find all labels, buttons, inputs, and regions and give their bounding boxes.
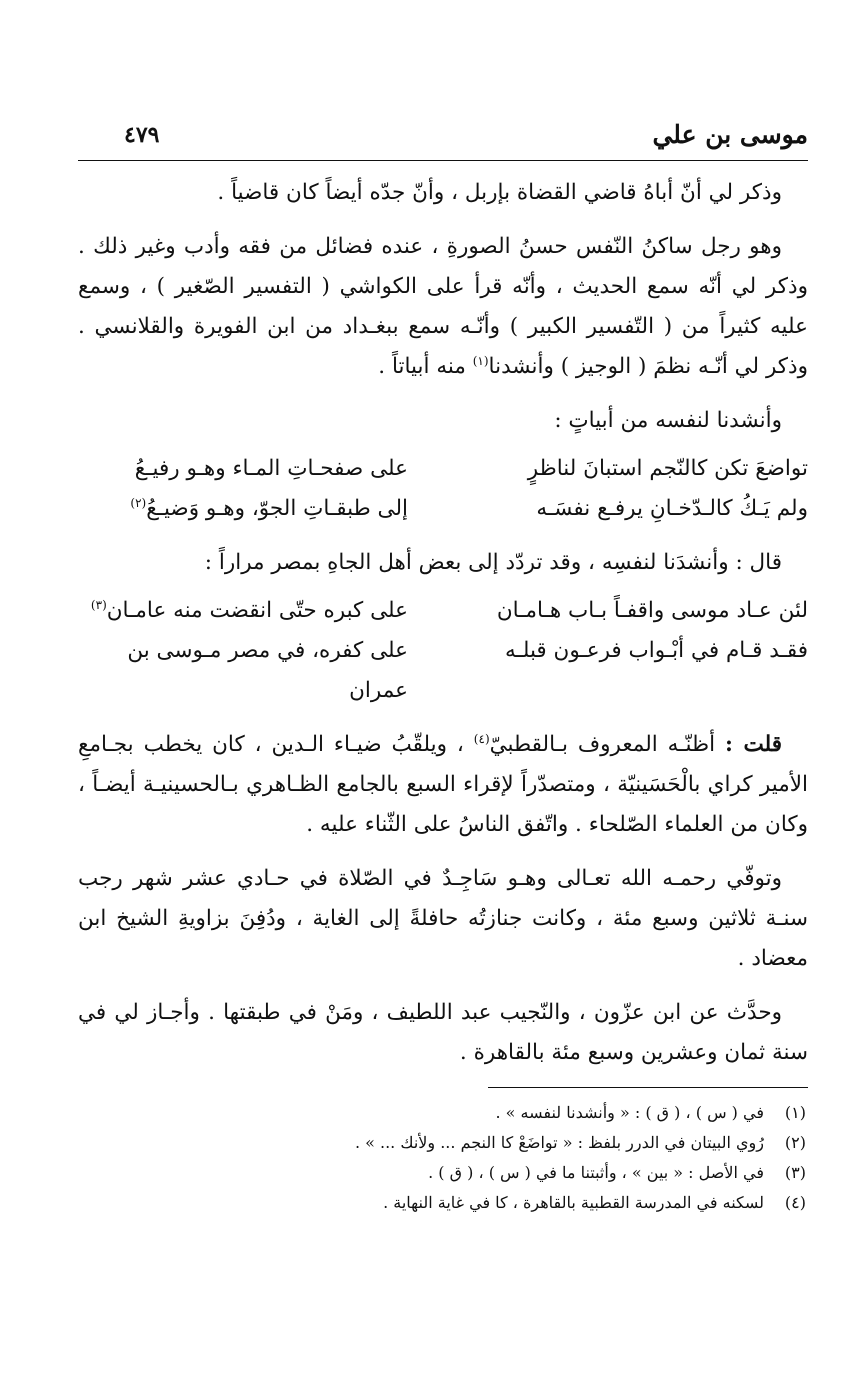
verse-hemistich-2-text: إلى طبقـاتِ الجوّ، وهـو وَضيـعُ [146,496,408,521]
verse-hemistich-2 [78,489,408,529]
verse-hemistich-2 [78,449,408,489]
poem-1-intro: وأنشدنا لنفسه من أبياتٍ : [554,408,782,433]
page-number: ٤٧٩ [124,122,160,148]
qult-text-1: أظنّـه المعروف بـالقطبيّ [489,732,725,757]
paragraph-narration: وحدَّث عن ابن عزّون ، والنّجيب عبد اللطيف ، ومَنْ في طبقتها . وأجـاز لي في سنة ثمان وعشرين وسبع مئة بالقاهرة . [78,1000,808,1065]
paragraph-2-text: وهو رجل ساكنُ النّفس حسنُ الصورةِ ، عنده فضائل من فقه وأدب وغير ذلك . وذكر لي أنّه سمع الحديث ، وأنّه قرأ على الكواشي ( التفسير الصّغير ) ، وسمع عليه كثيراً من ( التّفسير الكبير ) وأنّـه سمع ببغـداد من ابن الفويرة والقلانسي . وذكر لي أنّـه نظمَ ( الوجيز ) وأنشدنا [78,234,808,379]
verse-hemistich-2 [78,591,408,631]
qult-label: قلت : [724,732,782,757]
verse-hemistich-2-text: على صفحـاتِ المـاء وهـو رفيـعُ [134,456,408,481]
footnote-1 [78,1098,808,1128]
verse-hemistich-2-text: على كبره حتّى انقضت منه عامـان [106,598,408,623]
poem-2 [78,591,808,711]
verse-1 [78,449,808,489]
footnote-number: (٣) [784,1163,806,1182]
footnote-ref-3[interactable]: (٣) [90,597,107,612]
footnote-2 [78,1128,808,1158]
page-body [78,173,808,1218]
paragraph-death: وتوفّي رحمـه الله تعـالى وهـو سَاجِـدٌ في الصّلاة في حـادي عشر شهر رجب سنـة ثلاثين وسبع مئة ، وكانت جنازتُه حافلةً إلى الغاية ، ودُفِنَ بزاويةِ الشيخ ابن معضاد . [78,866,808,971]
verse-hemistich-1: ولم يَـكُ كالـدّخـانِ يرفـع نفسَـه [536,496,808,521]
verse-3 [78,591,808,631]
footnote-text: في ( س ) ، ( ق ) : « وأنشدنا لنفسه » . [495,1103,764,1122]
qult-text-2: ، ويلقّبُ ضيـاء الـدين ، كان يخطب بجـامعِ الأمير كراي بالْحَسَينيّة ، ومتصدّراً لإقراء السبع بالجامع الظـاهري بـالحسينيـة أيضـاً ، وكان من العلماء الصّلحاء . واتّفق الناسُ على الثّناء عليه . [78,732,808,837]
footnote-text: في الأصل : « بين » ، وأثبتنا ما في ( س ) ، ( ق ) . [428,1163,764,1182]
footnote-4 [78,1188,808,1218]
footnote-number: (٢) [784,1133,806,1152]
verse-hemistich-1: لئن عـاد موسى واقفـاً بـاب هـامـان [496,598,808,623]
verse-4 [78,631,808,711]
paragraph-2-end: منه أبياتاً . [378,354,473,379]
footnote-number: (١) [784,1103,806,1122]
paragraph-2 [78,227,808,387]
verse-hemistich-1: فقـد قـام في أبْـواب فرعـون قبلـه [505,638,808,663]
footnote-divider [488,1087,808,1088]
poem-2-intro: قال : وأنشدَنا لنفسِه ، وقد تردّد إلى بعض أهل الجاهِ بمصر مراراً : [204,550,782,575]
footnote-3 [78,1158,808,1188]
page-header [78,118,808,161]
paragraph-1: وذكر لي أنّ أباهُ قاضي القضاة بإربل ، وأنّ جدّه أيضاً كان قاضياً . [217,180,782,205]
footnote-ref-1[interactable]: (١) [472,353,489,368]
poem-1 [78,449,808,529]
footnote-ref-4[interactable]: (٤) [473,731,490,746]
footnote-number: (٤) [784,1193,806,1212]
footnote-text: لسكنه في المدرسة القطبية بالقاهرة ، كا في غاية النهاية . [383,1193,764,1212]
footnote-text: رُوي البيتان في الدرر بلفظ : « تواضَعْ كا النجم ... ولأنك ... » . [354,1133,764,1152]
verse-hemistich-2 [78,631,408,711]
book-page [78,118,808,1218]
qult-paragraph [78,725,808,845]
running-title: موسى بن علي [652,120,808,149]
footnotes [78,1098,808,1218]
verse-hemistich-2-text: على كفره، في مصر مـوسى بن عمران [127,638,408,703]
verse-hemistich-1: تواضعَ تكن كالنّجم استبانَ لناظرٍ [527,456,808,481]
footnote-ref-2[interactable]: (٢) [130,495,147,510]
verse-2 [78,489,808,529]
